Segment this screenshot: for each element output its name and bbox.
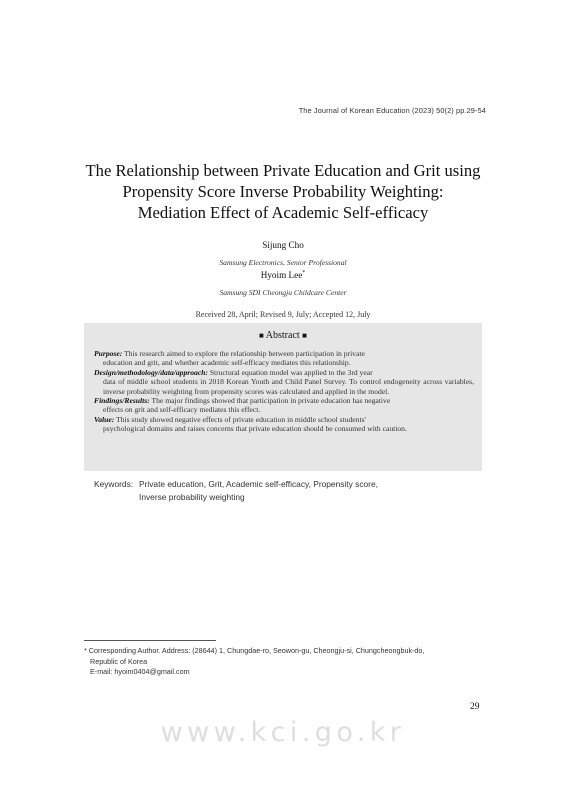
abstract-text: Structural equation model was applied to the 3rd year bbox=[209, 367, 373, 377]
author-2 bbox=[0, 270, 566, 280]
abstract-design bbox=[94, 368, 474, 396]
abstract-text-continued: education and grit, and whether academic self-efficacy mediates this relationship. bbox=[103, 358, 351, 368]
abstract-label: Purpose: bbox=[94, 349, 123, 358]
square-bullet-icon: ■ bbox=[258, 331, 264, 340]
author-1 bbox=[0, 240, 566, 250]
submission-dates: Received 28, April; Revised 9, July; Accepted 12, July bbox=[195, 310, 371, 319]
watermark: www.kci.go.kr bbox=[160, 717, 406, 748]
page-number: 29 bbox=[470, 702, 480, 712]
square-bullet-icon: ■ bbox=[302, 331, 308, 340]
footnote bbox=[84, 646, 484, 678]
footnote-line-1: * Corresponding Author. Address: (28644) 1, Chungdae-ro, Seowon-gu, Cheongju-si, Chungcheongbuk-do, bbox=[84, 646, 425, 655]
paper-title bbox=[40, 160, 526, 223]
abstract-label: Findings/Results: bbox=[94, 396, 150, 406]
abstract-title: Abstract bbox=[265, 330, 300, 341]
abstract-heading bbox=[84, 330, 482, 341]
abstract-text-continued: data of middle school students in 2018 Korean Youth and Child Panel Survey. To control endogeneity across variables, inverse probability weighting from propensity scores was calculated and applied in the model. bbox=[103, 377, 474, 396]
abstract-purpose bbox=[94, 349, 474, 368]
footnote-divider bbox=[84, 640, 216, 641]
author-1-affiliation: Samsung Electronics, Senior Professional bbox=[219, 258, 347, 267]
abstract-label: Design/methodology/data/approach: bbox=[94, 367, 208, 377]
title-line-1: The Relationship between Private Education and Grit using bbox=[85, 161, 481, 180]
abstract-text: This research aimed to explore the relationship between participation in private bbox=[124, 349, 365, 358]
keywords-line-1: Private education, Grit, Academic self-efficacy, Propensity score, bbox=[139, 479, 378, 489]
keywords bbox=[94, 478, 378, 504]
journal-citation: The Journal of Korean Education (2023) 50(2) pp.29-54 bbox=[298, 106, 486, 115]
footnote-email: E-mail: hyoim0404@gmail.com bbox=[90, 667, 190, 676]
abstract-text: The major findings showed that participation in private education has negative bbox=[151, 396, 391, 406]
footnote-line-2: Republic of Korea bbox=[90, 656, 148, 666]
author-1-name: Sijung Cho bbox=[262, 240, 304, 250]
abstract-findings bbox=[94, 396, 474, 415]
keywords-line-2: Inverse probability weighting bbox=[139, 492, 245, 502]
title-line-2: Propensity Score Inverse Probability Weighting: bbox=[122, 182, 444, 201]
abstract-text: This study showed negative effects of private education in middle school students' bbox=[116, 414, 366, 424]
abstract-value bbox=[94, 415, 474, 434]
keywords-label: Keywords: bbox=[94, 479, 134, 489]
abstract-text-continued: psychological domains and raises concerns that private education should be consumed with caution. bbox=[103, 424, 407, 434]
title-line-3: Mediation Effect of Academic Self-efficacy bbox=[137, 203, 429, 222]
corresponding-mark: * bbox=[302, 270, 306, 276]
author-2-name: Hyoim Lee bbox=[260, 270, 303, 281]
abstract-body bbox=[94, 349, 474, 434]
abstract-text-continued: effects on grit and self-efficacy mediates this effect. bbox=[103, 405, 261, 415]
abstract-label: Value: bbox=[94, 414, 115, 424]
author-2-affiliation: Samsung SDI Cheongju Childcare Center bbox=[219, 288, 347, 297]
abstract-box bbox=[84, 323, 482, 471]
